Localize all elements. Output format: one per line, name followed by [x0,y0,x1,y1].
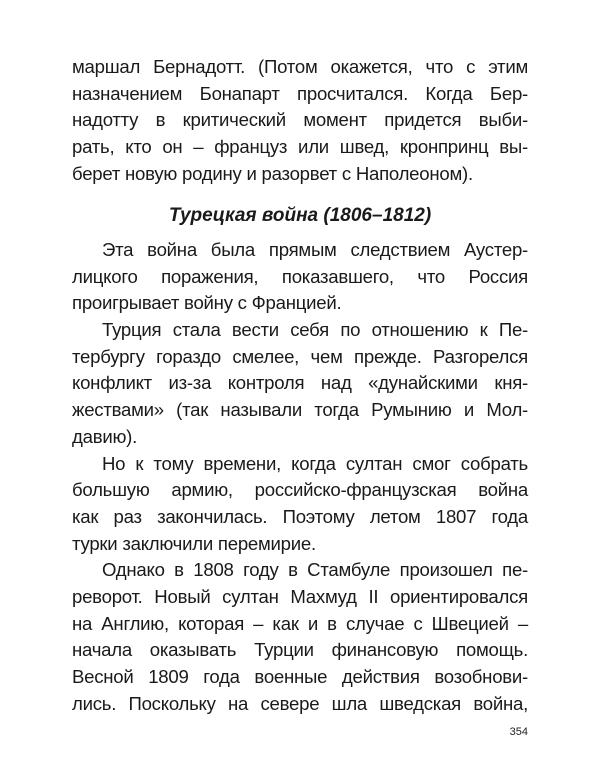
section-body [72,237,528,717]
text-line: Весной 1809 года военные действия возобнови- [72,666,528,687]
text-line: на Англию, которая – как и в случае с Швецией – [72,612,528,634]
text-line: назначением Бонапарт просчитался. Когда Бер- [72,82,528,104]
text-line: Однако в 1808 году в Стамбуле произошел пе- [102,559,528,581]
text-line: Но к тому времени, когда султан смог собрать [102,452,528,474]
paragraph [72,451,528,558]
text-line: надотту в критический момент придется выби- [72,109,528,131]
paragraph [72,557,528,717]
text-line: начала оказывать Турции финансовую помощь. [72,639,528,661]
text-line: турки заключили перемирие. [72,532,316,554]
text-line: тербургу гораздо смелее, чем прежде. Разгорелся [72,345,528,367]
text-line: лись. Поскольку на севере шла шведская война, [72,692,528,714]
text-line: как раз закончилась. Поэтому летом 1807 года [72,505,528,527]
paragraph [72,317,528,450]
text-line: берет новую родину и разорвет с Наполеоном). [72,162,473,184]
intro-paragraph [72,54,528,187]
text-line: жествами» (так называли тогда Румынию и Мол- [72,399,528,421]
text-line: конфликт из-за контроля над «дунайскими кня- [72,372,528,394]
text-line: большую армию, российско-французская война [72,479,528,501]
text-line: лицкого поражения, показавшего, что Россия [72,265,528,287]
text-line: Турция стала вести себя по отношению к Пе- [102,319,528,341]
text-line: Эта война была прямым следствием Аустер- [102,239,528,260]
text-line: реворот. Новый султан Махмуд II ориентировался [72,585,528,607]
section-heading: Турецкая война (1806–1812) [168,205,432,226]
page-number: 354 [509,726,528,738]
text-line: проигрывает войну с Францией. [72,292,342,314]
text-line: рать, кто он – француз или швед, кронпринц вы- [72,136,528,158]
text-line: маршал Бернадотт. (Потом окажется, что с этим [72,56,528,77]
text-line: давию). [72,425,138,447]
paragraph [72,237,528,317]
